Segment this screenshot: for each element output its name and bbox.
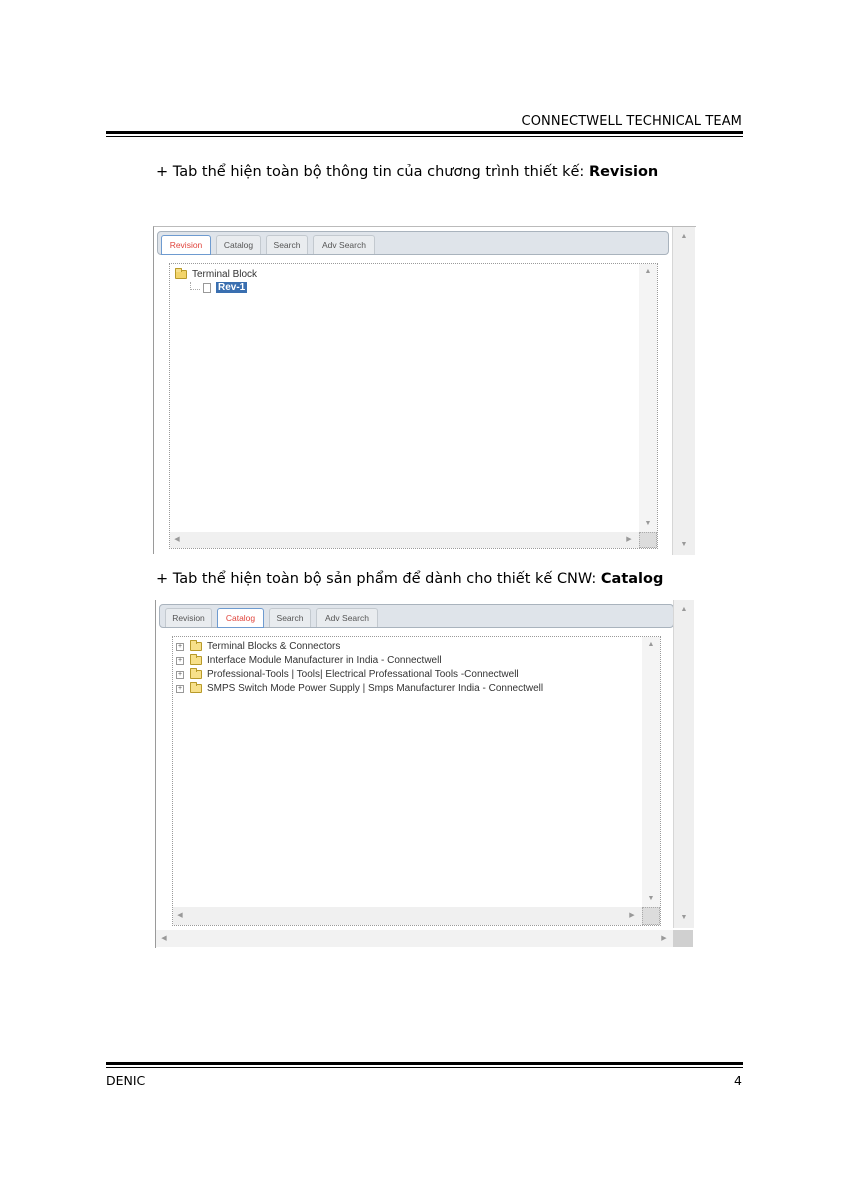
tab-catalog[interactable]: Catalog — [217, 608, 264, 628]
revision-tab-bar — [157, 231, 669, 255]
tab-adv-search[interactable]: Adv Search — [316, 608, 378, 627]
scroll-down-icon[interactable]: ▼ — [647, 895, 655, 902]
catalog-item[interactable] — [176, 669, 519, 680]
caption-catalog-bold: Catalog — [600, 571, 664, 587]
outer-vertical-scrollbar[interactable] — [673, 600, 694, 928]
scroll-down-icon[interactable]: ▼ — [644, 520, 652, 527]
folder-icon — [190, 670, 202, 679]
header-rule-thin — [106, 136, 743, 137]
scroll-up-icon[interactable]: ▲ — [680, 606, 688, 613]
tree-vertical-scrollbar[interactable] — [642, 637, 660, 907]
catalog-item-label: Terminal Blocks & Connectors — [207, 641, 341, 652]
expand-plus-icon[interactable]: + — [177, 684, 183, 692]
outer-vertical-scrollbar[interactable] — [672, 227, 695, 555]
tree-connector — [190, 282, 200, 290]
footer-rule — [106, 1062, 743, 1065]
folder-icon — [190, 656, 202, 665]
folder-icon — [190, 642, 202, 651]
tab-revision[interactable]: Revision — [161, 235, 211, 255]
tab-search[interactable]: Search — [269, 608, 311, 627]
header-rule — [106, 131, 743, 134]
expand-plus-icon[interactable]: + — [177, 642, 183, 650]
catalog-item[interactable] — [176, 683, 543, 694]
scroll-left-icon[interactable]: ◀ — [161, 935, 167, 942]
scroll-down-icon[interactable]: ▼ — [680, 541, 688, 548]
scroll-up-icon[interactable]: ▲ — [647, 641, 655, 648]
tab-revision[interactable]: Revision — [165, 608, 212, 627]
expand-plus-icon[interactable]: + — [177, 656, 183, 664]
caption-revision — [156, 164, 658, 180]
tab-adv-search[interactable]: Adv Search — [313, 235, 375, 254]
scroll-right-icon[interactable]: ▶ — [626, 536, 632, 543]
page-header-title: CONNECTWELL TECHNICAL TEAM — [521, 114, 742, 129]
tree-node-rev-1[interactable] — [203, 282, 247, 293]
scroll-left-icon[interactable]: ◀ — [174, 536, 180, 543]
catalog-tab-bar — [159, 604, 674, 628]
catalog-panel-screenshot — [155, 600, 693, 948]
caption-catalog-text: + Tab thể hiện toàn bộ sản phẩm để dành cho thiết kế CNW: — [156, 571, 601, 587]
caption-revision-text: + Tab thể hiện toàn bộ thông tin của chương trình thiết kế: — [156, 164, 589, 180]
scroll-corner — [642, 907, 660, 925]
scroll-left-icon[interactable]: ◀ — [177, 912, 183, 919]
tab-catalog[interactable]: Catalog — [216, 235, 261, 254]
scroll-corner — [639, 532, 657, 548]
scroll-corner — [673, 930, 693, 947]
scroll-right-icon[interactable]: ▶ — [661, 935, 667, 942]
scroll-right-icon[interactable]: ▶ — [629, 912, 635, 919]
page-number: 4 — [734, 1073, 742, 1088]
catalog-item[interactable] — [176, 641, 340, 652]
catalog-tree-view — [172, 636, 661, 926]
catalog-item[interactable] — [176, 655, 442, 666]
tree-node-terminal-block[interactable] — [175, 269, 257, 280]
footer-company: DENIC — [106, 1073, 146, 1088]
outer-horizontal-scrollbar[interactable] — [156, 930, 673, 947]
tree-horizontal-scrollbar[interactable] — [170, 532, 639, 548]
tree-horizontal-scrollbar[interactable] — [173, 907, 642, 925]
revision-panel-screenshot — [153, 226, 696, 554]
scroll-up-icon[interactable]: ▲ — [680, 233, 688, 240]
selected-node-label: Rev-1 — [218, 282, 246, 293]
revision-tree-view — [169, 263, 658, 549]
caption-catalog — [156, 571, 663, 587]
tree-vertical-scrollbar[interactable] — [639, 264, 657, 532]
caption-revision-bold: Revision — [588, 164, 659, 180]
catalog-item-label: Professional-Tools | Tools| Electrical Professational Tools -Connectwell — [207, 669, 519, 680]
scroll-down-icon[interactable]: ▼ — [680, 914, 688, 921]
tree-node-label: Terminal Block — [192, 269, 258, 280]
folder-open-icon — [175, 270, 187, 279]
scroll-up-icon[interactable]: ▲ — [644, 268, 652, 275]
footer-rule-thin — [106, 1067, 743, 1068]
expand-plus-icon[interactable]: + — [177, 670, 183, 678]
catalog-item-label: SMPS Switch Mode Power Supply | Smps Manufacturer India - Connectwell — [207, 683, 544, 694]
tab-search[interactable]: Search — [266, 235, 308, 254]
document-icon — [203, 283, 211, 293]
catalog-item-label: Interface Module Manufacturer in India - Connectwell — [207, 655, 442, 666]
folder-icon — [190, 684, 202, 693]
